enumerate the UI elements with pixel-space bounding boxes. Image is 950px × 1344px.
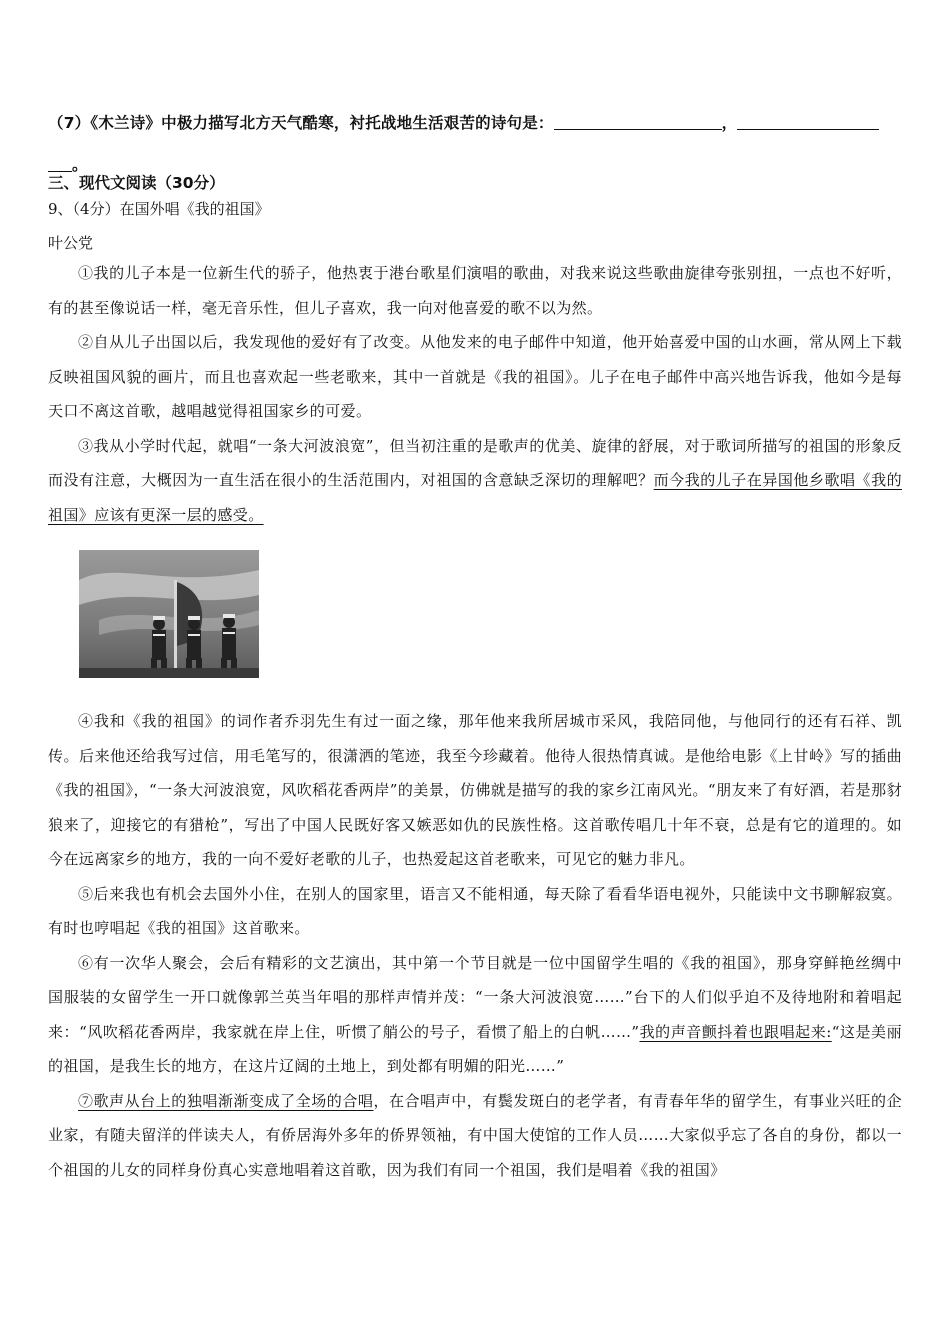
paragraph-7-text: ，在合唱声中，有鬓发斑白的老学者，有青春年华的留学生，有事业兴旺的企业家，有随夫留洋的伴读夫人，有侨居海外多年的侨界领袖，有中国大使馆的工作人员……大家似乎忘了各自的身份，都以一个祖国的儿女的同样身份真心实意地唱着这首歌，因为我们有同一个祖国，我们是唱着《我的祖国》 — [48, 1091, 902, 1179]
paragraph-2: ②自从儿子出国以后，我发现他的爱好有了改变。从他发来的电子邮件中知道，他开始喜爱中国的山水画，常从网上下载反映祖国风貌的画片，而且也喜欢起一些老歌来，其中一首就是《我的祖国》。儿子在电子邮件中高兴地告诉我，他如今是每天口不离这首歌，越唱越觉得祖国家乡的可爱。 — [48, 333, 902, 420]
paragraph-6-text: ⑥有一次华人聚会，会后有精彩的文艺演出，其中第一个节目就是一位中国留学生唱的《我的祖国》，那身穿鲜艳丝绸中国服装的女留学生一开口就像郭兰英当年唱的那样声情并茂：“一条大河波浪宽……”台下的人们似乎迫不及待地附和着唱起来：“风吹稻花香两岸，我家就在岸上住，听惯了艄公的号子，看惯了船上的白帆……” — [48, 953, 902, 1041]
honor-guard-photo — [79, 550, 259, 678]
paragraph-7 — [48, 1084, 902, 1188]
answer-blank-2-tail[interactable] — [48, 153, 72, 172]
paragraph-6 — [48, 946, 902, 1084]
question-9-header: 9、（4分）在国外唱《我的祖国》 — [48, 200, 270, 218]
question-7-text: （7）《木兰诗》中极力描写北方天气酷寒，衬托战地生活艰苦的诗句是： — [48, 114, 554, 132]
paragraph-7-underlined: ⑦歌声从台上的独唱渐渐变成了全场的合唱 — [78, 1091, 374, 1110]
paragraph-6-lyrics: “这是美丽的祖国，是我生长的地方，在这片辽阔的土地上，到处都有明媚的阳光……” — [48, 1022, 902, 1075]
paragraph-3-underlined: 而今我的儿子在异国他乡歌唱《我的祖国》应该有更深一层的感受。 — [48, 471, 902, 524]
question-7-comma: ， — [721, 114, 738, 132]
answer-blank-2[interactable] — [737, 111, 879, 130]
answer-blank-1[interactable] — [554, 111, 722, 130]
paragraph-6-underlined: 我的声音颤抖着也跟唱起来: — [639, 1022, 832, 1041]
question-7-end: 。 — [72, 156, 88, 174]
paragraph-3-text: ③我从小学时代起，就唱“一条大河波浪宽”，但当初注重的是歌声的优美、旋律的舒展，对于歌词所描写的祖国的形象反而没有注意，大概因为一直生活在很小的生活范围内，对祖国的含意缺乏深切的理解吧？ — [48, 436, 902, 489]
article-block-1 — [48, 256, 902, 532]
paragraph-4: ④我和《我的祖国》的词作者乔羽先生有过一面之缘，那年他来我所居城市采风，我陪同他，与他同行的还有石祥、凯传。后来他还给我写过信，用毛笔写的，很潇洒的笔迹，我至今珍藏着。他待人很热情真诚。是他给电影《上甘岭》写的插曲《我的祖国》，“一条大河波浪宽，风吹稻花香两岸”的美景，仿佛就是描写的我的家乡江南风光。“朋友来了有好酒，若是那豺狼来了，迎接它的有猎枪”，写出了中国人民既好客又嫉恶如仇的民族性格。这首歌传唱几十年不衰，总是有它的道理的。如今在远离家乡的地方，我的一向不爱好老歌的儿子，也热爱起这首老歌来，可见它的魅力非凡。 — [48, 712, 902, 868]
paragraph-1: ①我的儿子本是一位新生代的骄子，他热衷于港台歌星们演唱的歌曲，对我来说这些歌曲旋律夸张别扭，一点也不好听，有的甚至像说话一样，毫无音乐性，但儿子喜欢，我一向对他喜爱的歌不以为然。 — [48, 264, 902, 317]
article-author: 叶公党 — [48, 234, 94, 252]
paragraph-3 — [48, 429, 902, 533]
paragraph-5: ⑤后来我也有机会去国外小住，在别人的国家里，语言又不能相通，每天除了看看华语电视外，只能读中文书聊解寂寞。有时也哼唱起《我的祖国》这首歌来。 — [48, 884, 902, 937]
article-block-2 — [48, 704, 902, 1187]
section-title: 三、现代文阅读（30分） — [48, 174, 225, 192]
article-photo — [79, 550, 259, 678]
